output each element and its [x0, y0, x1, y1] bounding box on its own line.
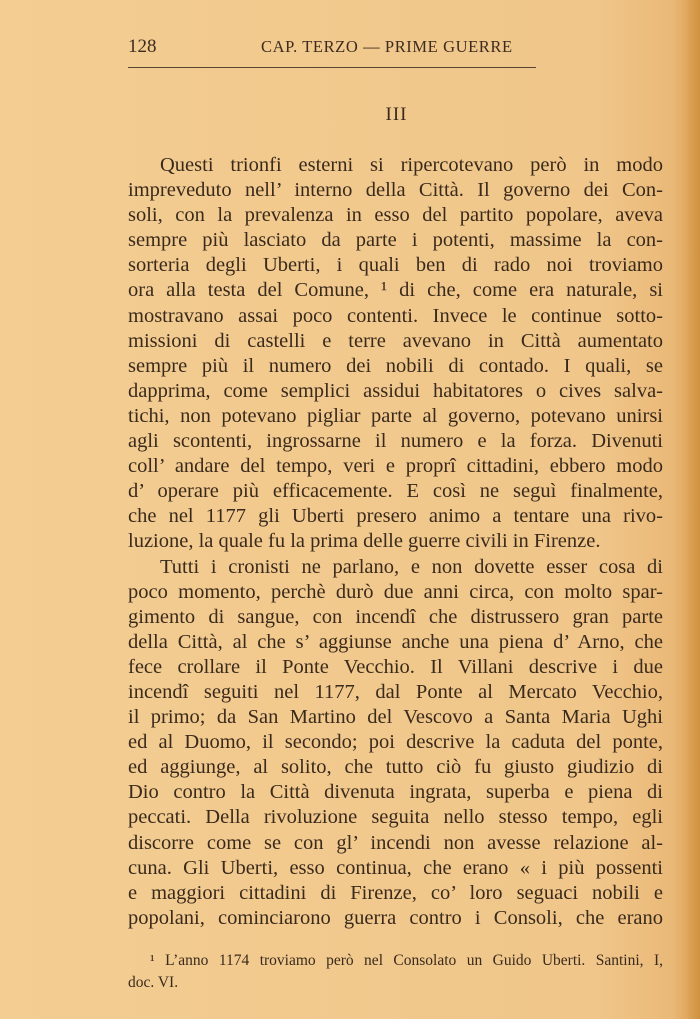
text-line: ed al Duomo, il secondo; poi descrive la caduta del ponte,	[128, 731, 663, 754]
text-line: luzione, la quale fu la prima delle guerre civili in Firenze.	[128, 530, 601, 553]
text-line: sempre più lasciato da parte i potenti, massime la con-	[128, 229, 663, 252]
text-line: il primo; da San Martino del Vescovo a Santa Maria Ughi	[128, 706, 663, 729]
footnote-line: ¹ L’anno 1174 troviamo però nel Consolato un Guido Uberti. Santini, I,	[150, 952, 663, 969]
text-line: soli, con la prevalenza in esso del partito popolare, aveva	[128, 204, 663, 227]
text-line: della Città, al che s’ aggiunse anche una piena d’ Arno, che	[128, 630, 663, 653]
text-line: gimento di sangue, con incendî che distrussero gran parte	[128, 605, 663, 628]
body-text	[128, 153, 663, 931]
text-line: Questi trionfi esterni si ripercotevano però in modo	[160, 154, 663, 176]
page-header	[128, 36, 665, 62]
text-line: fece crollare il Ponte Vecchio. Il Villani descrive i due	[128, 655, 663, 678]
text-line: ed aggiunge, al solito, che tutto ciò fu giusto giudizio di	[128, 756, 663, 779]
footnote-line: doc. VI.	[128, 974, 179, 991]
text-line: poco momento, perchè durò due anni circa, con molto spar-	[128, 580, 663, 603]
section-number: III	[385, 104, 408, 125]
text-line: mostravano assai poco contenti. Invece le continue sotto-	[128, 304, 663, 327]
text-line: d’ operare più efficacemente. E così ne seguì finalmente,	[128, 480, 663, 503]
text-line: incendî seguiti nel 1177, dal Ponte al Mercato Vecchio,	[128, 680, 663, 703]
text-line: peccati. Della rivoluzione seguita nello stesso tempo, egli	[128, 806, 663, 829]
text-line: sorteria degli Uberti, i quali ben di rado noi troviamo	[128, 254, 663, 277]
text-line: impreveduto nell’ interno della Città. Il governo dei Con-	[128, 179, 663, 202]
page-edge-shadow	[686, 0, 700, 1019]
text-line: discorre come se con gl’ incendi non avesse relazione al-	[128, 831, 663, 854]
text-line: ora alla testa del Comune, ¹ di che, come era naturale, si	[128, 279, 663, 302]
text-line: missioni di castelli e terre avevano in Città aumentato	[128, 329, 663, 352]
running-head: CAP. TERZO — PRIME GUERRE	[261, 37, 513, 56]
page-number: 128	[128, 36, 157, 57]
text-line: e maggiori cittadini di Firenze, co’ loro seguaci nobili e	[128, 881, 663, 904]
text-line: Dio contro la Città divenuta ingrata, superba e piena di	[128, 781, 663, 804]
text-line: tichi, non potevano pigliar parte al governo, potevano unirsi	[128, 404, 663, 427]
text-line: Tutti i cronisti ne parlano, e non dovette esser cosa di	[160, 555, 663, 578]
text-line: sempre più il numero dei nobili di contado. I quali, se	[128, 354, 663, 377]
text-line: popolani, cominciarono guerra contro i Consoli, che erano	[128, 906, 663, 929]
text-line: coll’ andare del tempo, veri e proprî cittadini, ebbero modo	[128, 455, 663, 478]
text-line: cuna. Gli Uberti, esso continua, che erano « i più possenti	[128, 856, 663, 879]
footnote	[128, 950, 663, 994]
text-line: che nel 1177 gli Uberti presero animo a tentare una rivo-	[128, 505, 663, 528]
header-rule	[128, 67, 536, 68]
text-line: dapprima, come semplici assidui habitatores o cives salva-	[128, 379, 663, 402]
text-line: agli scontenti, ingrossarne il numero e la forza. Divenuti	[128, 430, 663, 453]
